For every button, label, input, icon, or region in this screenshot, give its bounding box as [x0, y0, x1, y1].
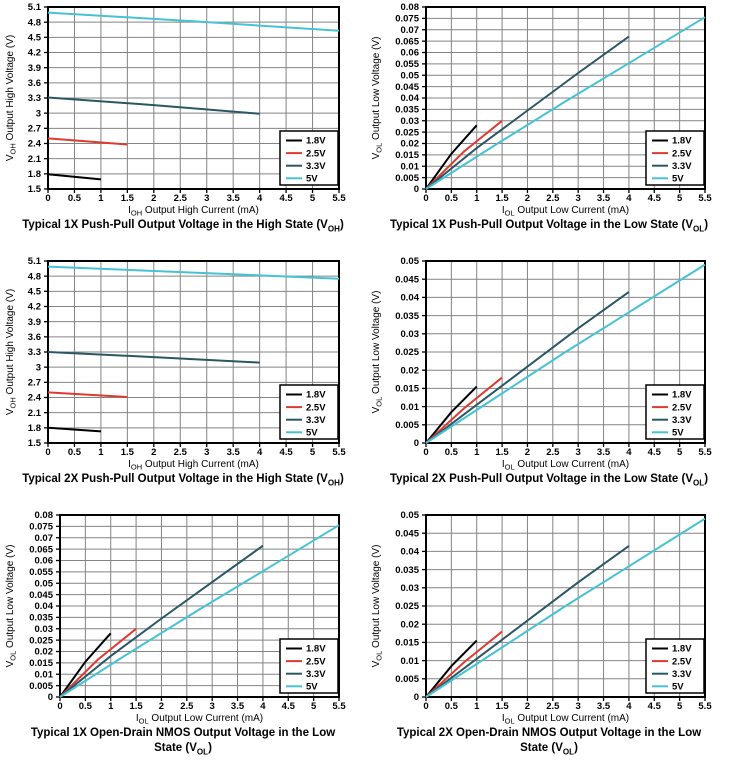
- y-tick-label: 2.4: [27, 392, 41, 404]
- chart-cell-1x-push-pull-vol: [366, 0, 732, 254]
- y-tick-label: 0.035: [395, 104, 419, 116]
- x-tick-label: 5.5: [332, 701, 346, 712]
- legend-label: 3.3V: [306, 414, 326, 426]
- y-tick-label: 3.6: [27, 332, 41, 344]
- x-tick-label: 3: [209, 701, 215, 712]
- title-text: Typical 1X Open-Drain NMOS Output Voltage in the Low State (V: [30, 727, 336, 755]
- title-text: Typical 1X Push-Pull Output Voltage in the Low State (V: [389, 219, 694, 231]
- x-tick-label: 0: [423, 193, 429, 204]
- legend-label: 5V: [306, 427, 318, 439]
- y-tick-label: 0.025: [395, 347, 419, 359]
- x-tick-label: 1.5: [129, 701, 143, 712]
- title-subscript: OH: [327, 224, 340, 234]
- x-tick-label: 0: [423, 447, 429, 458]
- x-tick-label: 0.5: [444, 447, 458, 458]
- y-tick-label: 0.08: [400, 2, 419, 14]
- y-tick-label: 0.015: [395, 637, 419, 649]
- y-tick-label: 1.8: [27, 423, 41, 435]
- y-tick-label: 0.015: [395, 150, 419, 162]
- x-tick-label: 4.5: [647, 193, 661, 204]
- legend-label: 3.3V: [672, 160, 692, 172]
- x-tick-label: 2.5: [546, 701, 560, 712]
- y-tick-label: 3.9: [27, 316, 41, 328]
- y-tick-label: 0.01: [34, 669, 53, 681]
- legend-label: 3.3V: [306, 668, 326, 680]
- y-axis-title: $V_{OH}$ Output High Voltage (V): [5, 34, 18, 162]
- y-tick-label: 0.025: [395, 601, 419, 613]
- legend-label: 2.5V: [672, 402, 692, 414]
- x-tick-label: 3: [575, 193, 581, 204]
- x-tick-label: 1.5: [120, 193, 134, 204]
- legend: [280, 639, 338, 693]
- x-tick-label: 0.5: [67, 193, 82, 204]
- legend-label: 5V: [672, 427, 684, 439]
- legend-label: 2.5V: [672, 656, 692, 668]
- x-axis-title: $I_{OH}$ Output High Current (mA): [128, 459, 259, 470]
- y-tick-label: 4.5: [27, 32, 41, 44]
- y-tick-label: 0.07: [400, 24, 419, 36]
- y-tick-label: 1.5: [27, 184, 41, 196]
- legend-label: 2.5V: [306, 402, 326, 414]
- title-text: ): [339, 473, 344, 485]
- y-tick-label: 4.5: [27, 286, 41, 298]
- x-tick-label: 5: [310, 701, 317, 712]
- y-tick-label: 3.3: [27, 93, 41, 105]
- y-tick-label: 3.9: [27, 62, 41, 74]
- title-text: ): [704, 473, 709, 485]
- x-tick-label: 3.5: [596, 701, 611, 712]
- legend-label: 2.5V: [672, 148, 692, 160]
- title-subscript: OL: [693, 224, 705, 234]
- y-tick-label: 0.025: [395, 127, 419, 139]
- title-text: ): [704, 219, 709, 231]
- x-tick-label: 4: [626, 193, 632, 204]
- x-tick-label: 0.5: [444, 701, 458, 712]
- x-tick-label: 0: [45, 447, 51, 458]
- series-line-2.5V: [48, 392, 127, 397]
- y-tick-label: 0.005: [395, 674, 419, 685]
- x-tick-label: 3.5: [226, 447, 240, 458]
- x-tick-label: 2: [151, 193, 157, 204]
- x-tick-label: 2: [524, 193, 531, 204]
- title-text: Typical 1X Push-Pull Output Voltage in the High State (V: [22, 219, 328, 231]
- y-tick-label: 0.005: [395, 420, 419, 431]
- y-tick-label: 0.05: [400, 256, 419, 268]
- x-tick-label: 4.5: [281, 701, 295, 712]
- y-tick-label: 0: [413, 438, 419, 450]
- x-tick-label: 3: [204, 193, 210, 204]
- x-tick-label: 3: [575, 447, 581, 458]
- chart-plot-1x-push-pull-voh: [0, 0, 366, 216]
- y-tick-label: 2.1: [27, 407, 41, 419]
- y-tick-label: 0.035: [395, 564, 419, 576]
- x-tick-label: 5: [676, 193, 683, 204]
- legend: [280, 385, 338, 439]
- y-tick-label: 4.2: [27, 301, 41, 313]
- y-tick-label: 0.015: [29, 658, 53, 670]
- x-tick-label: 4.5: [279, 193, 293, 204]
- x-tick-label: 2.5: [180, 701, 194, 712]
- chart-title: [0, 724, 366, 756]
- y-tick-label: 0.04: [400, 93, 419, 105]
- legend-label: 3.3V: [672, 668, 692, 680]
- series-line-5V: [48, 267, 339, 279]
- x-tick-label: 5: [309, 447, 316, 458]
- y-tick-label: 0.075: [395, 13, 419, 25]
- x-tick-label: 0: [57, 701, 63, 712]
- y-tick-label: 0.015: [395, 383, 419, 395]
- legend-label: 1.8V: [306, 389, 326, 401]
- y-tick-label: 0.075: [29, 521, 53, 533]
- title-subscript: OH: [327, 478, 340, 488]
- legend-label: 5V: [672, 681, 684, 693]
- x-tick-label: 5.5: [698, 447, 712, 458]
- y-tick-label: 0: [413, 184, 419, 196]
- x-tick-label: 2: [524, 447, 531, 458]
- x-axis-title: $I_{OL}$ Output Low Current (mA): [501, 205, 630, 216]
- x-tick-label: 4: [626, 701, 632, 712]
- title-text: Typical 2X Push-Pull Output Voltage in the High State (V: [22, 473, 328, 485]
- y-tick-label: 5.1: [27, 2, 41, 14]
- y-tick-label: 0.07: [34, 532, 53, 544]
- y-tick-label: 0.02: [400, 138, 419, 150]
- y-tick-label: 0.025: [29, 635, 53, 647]
- y-tick-label: 0.055: [29, 567, 53, 579]
- y-tick-label: 0.05: [34, 578, 53, 590]
- x-tick-label: 1: [474, 447, 480, 458]
- legend: [280, 131, 338, 185]
- title-text: ): [339, 219, 344, 231]
- x-tick-label: 3.5: [226, 193, 240, 204]
- y-tick-label: 3: [35, 108, 41, 120]
- chart-cell-2x-open-drain-vol: [366, 508, 732, 762]
- title-text: Typical 2X Push-Pull Output Voltage in the Low State (V: [389, 473, 694, 485]
- y-tick-label: 2.7: [27, 377, 41, 389]
- chart-title: [0, 216, 366, 233]
- legend: [646, 131, 704, 185]
- y-tick-label: 0.02: [34, 646, 53, 658]
- chart-plot-2x-open-drain-vol: [366, 508, 732, 724]
- x-tick-label: 0.5: [78, 701, 92, 712]
- legend: [646, 639, 704, 693]
- chart-title: [366, 724, 732, 756]
- y-tick-label: 0: [47, 692, 53, 704]
- y-tick-label: 0.045: [395, 528, 419, 540]
- y-tick-label: 0.06: [400, 47, 419, 59]
- x-tick-label: 3: [575, 701, 581, 712]
- x-tick-label: 3.5: [230, 701, 245, 712]
- legend-label: 5V: [672, 173, 684, 185]
- x-tick-label: 4: [256, 193, 263, 204]
- y-tick-label: 0.035: [29, 612, 53, 624]
- y-tick-label: 4.2: [27, 47, 41, 59]
- x-tick-label: 1: [108, 701, 114, 712]
- chart-cell-1x-open-drain-vol: [0, 508, 366, 762]
- x-tick-label: 2.5: [546, 447, 560, 458]
- x-tick-label: 1.5: [495, 193, 509, 204]
- y-tick-label: 0.045: [395, 81, 419, 93]
- legend-label: 1.8V: [306, 643, 326, 655]
- y-tick-label: 0.03: [34, 623, 53, 635]
- y-tick-label: 0.05: [400, 510, 419, 522]
- chart-title: [0, 470, 366, 487]
- legend-label: 1.8V: [672, 135, 692, 147]
- y-axis-title: $V_{OL}$ Output Low Voltage (V): [371, 290, 384, 414]
- title-text: Typical 2X Open-Drain NMOS Output Voltage in the Low State (V: [396, 727, 702, 755]
- x-tick-label: 3: [204, 447, 210, 458]
- legend-label: 5V: [306, 681, 318, 693]
- x-tick-label: 2: [158, 701, 165, 712]
- x-tick-label: 2: [524, 701, 531, 712]
- legend: [646, 385, 704, 439]
- title-text: ): [574, 742, 578, 755]
- x-tick-label: 1: [474, 701, 480, 712]
- chart-title: [366, 216, 732, 233]
- title-subscript: OL: [196, 747, 209, 757]
- y-tick-label: 3.6: [27, 78, 41, 90]
- chart-plot-2x-push-pull-vol: [366, 254, 732, 470]
- y-tick-label: 0.045: [29, 589, 53, 601]
- x-tick-label: 5.5: [698, 701, 712, 712]
- y-tick-label: 0.03: [400, 115, 419, 127]
- x-tick-label: 4.5: [647, 701, 661, 712]
- chart-cell-2x-push-pull-voh: [0, 254, 366, 508]
- x-tick-label: 1.5: [495, 447, 509, 458]
- legend-label: 2.5V: [306, 148, 326, 160]
- y-tick-label: 0.005: [395, 172, 419, 184]
- x-tick-label: 5.5: [332, 447, 346, 458]
- y-tick-label: 0.01: [400, 655, 419, 667]
- x-tick-label: 0.5: [444, 193, 458, 204]
- x-tick-label: 4: [256, 447, 263, 458]
- legend-label: 3.3V: [306, 160, 326, 172]
- y-tick-label: 0.05: [400, 70, 419, 82]
- chart-plot-2x-push-pull-voh: [0, 254, 366, 470]
- x-axis-title: $I_{OL}$ Output Low Current (mA): [135, 713, 264, 724]
- y-tick-label: 0.065: [29, 544, 53, 556]
- x-axis-title: $I_{OL}$ Output Low Current (mA): [501, 459, 630, 470]
- y-tick-label: 0.055: [395, 59, 419, 71]
- x-tick-label: 4: [626, 447, 632, 458]
- title-subscript: OL: [693, 478, 705, 488]
- y-axis-title: $V_{OL}$ Output Low Voltage (V): [371, 36, 384, 160]
- x-tick-label: 1: [474, 193, 480, 204]
- x-tick-label: 5.5: [332, 193, 346, 204]
- chart-cell-2x-push-pull-vol: [366, 254, 732, 508]
- y-tick-label: 0.005: [29, 680, 53, 692]
- x-tick-label: 1.5: [120, 447, 134, 458]
- x-tick-label: 3.5: [596, 447, 611, 458]
- x-tick-label: 0.5: [67, 447, 82, 458]
- x-tick-label: 1.5: [495, 701, 509, 712]
- x-tick-label: 2.5: [173, 193, 187, 204]
- legend-label: 1.8V: [672, 643, 692, 655]
- legend-label: 3.3V: [672, 414, 692, 426]
- x-axis-title: $I_{OH}$ Output High Current (mA): [128, 205, 259, 216]
- y-tick-label: 4.8: [27, 17, 41, 29]
- y-tick-label: 0.03: [400, 583, 419, 594]
- legend-label: 2.5V: [306, 656, 326, 668]
- y-tick-label: 5.1: [27, 256, 41, 268]
- x-tick-label: 0: [45, 193, 51, 204]
- x-tick-label: 1: [98, 193, 104, 204]
- legend-label: 5V: [306, 173, 318, 185]
- y-tick-label: 0.08: [34, 510, 53, 522]
- y-tick-label: 0.02: [400, 619, 419, 631]
- chart-cell-1x-push-pull-voh: [0, 0, 366, 254]
- y-tick-label: 0.04: [34, 601, 53, 613]
- y-tick-label: 0.01: [400, 161, 419, 173]
- y-tick-label: 2.4: [27, 138, 41, 150]
- title-subscript: OL: [562, 747, 575, 757]
- x-tick-label: 5.5: [698, 193, 712, 204]
- legend-label: 1.8V: [306, 135, 326, 147]
- y-tick-label: 0.03: [400, 329, 419, 340]
- x-tick-label: 2.5: [546, 193, 560, 204]
- y-tick-label: 0: [413, 692, 419, 704]
- y-axis-title: $V_{OL}$ Output Low Voltage (V): [5, 544, 18, 668]
- chart-plot-1x-open-drain-vol: [0, 508, 366, 724]
- y-tick-label: 0.01: [400, 401, 419, 413]
- x-tick-label: 5: [676, 701, 683, 712]
- chart-plot-1x-push-pull-vol: [366, 0, 732, 216]
- y-tick-label: 0.065: [395, 36, 419, 48]
- y-axis-title: $V_{OH}$ Output High Voltage (V): [5, 288, 18, 416]
- x-tick-label: 4: [260, 701, 266, 712]
- y-tick-label: 4.8: [27, 271, 41, 283]
- title-text: ): [208, 742, 212, 755]
- x-tick-label: 2: [151, 447, 157, 458]
- y-tick-label: 0.02: [400, 365, 419, 377]
- y-tick-label: 0.04: [400, 292, 419, 304]
- x-tick-label: 4.5: [647, 447, 661, 458]
- y-tick-label: 3: [35, 362, 41, 374]
- y-tick-label: 0.06: [34, 555, 53, 567]
- y-tick-label: 3.3: [27, 347, 41, 359]
- x-tick-label: 0: [423, 701, 429, 712]
- x-tick-label: 3.5: [596, 193, 611, 204]
- x-tick-label: 1: [98, 447, 104, 458]
- y-tick-label: 2.1: [27, 153, 41, 165]
- y-tick-label: 1.5: [27, 438, 41, 450]
- y-tick-label: 0.04: [400, 546, 419, 558]
- y-axis-title: $V_{OL}$ Output Low Voltage (V): [371, 544, 384, 668]
- x-tick-label: 4.5: [279, 447, 293, 458]
- y-tick-label: 0.045: [395, 274, 419, 286]
- y-tick-label: 2.7: [27, 123, 41, 135]
- x-axis-title: $I_{OL}$ Output Low Current (mA): [501, 713, 630, 724]
- y-tick-label: 0.035: [395, 310, 419, 322]
- y-tick-label: 1.8: [27, 169, 41, 181]
- x-tick-label: 5: [309, 193, 316, 204]
- legend-label: 1.8V: [672, 389, 692, 401]
- chart-title: [366, 470, 732, 487]
- x-tick-label: 5: [676, 447, 683, 458]
- x-tick-label: 2.5: [173, 447, 187, 458]
